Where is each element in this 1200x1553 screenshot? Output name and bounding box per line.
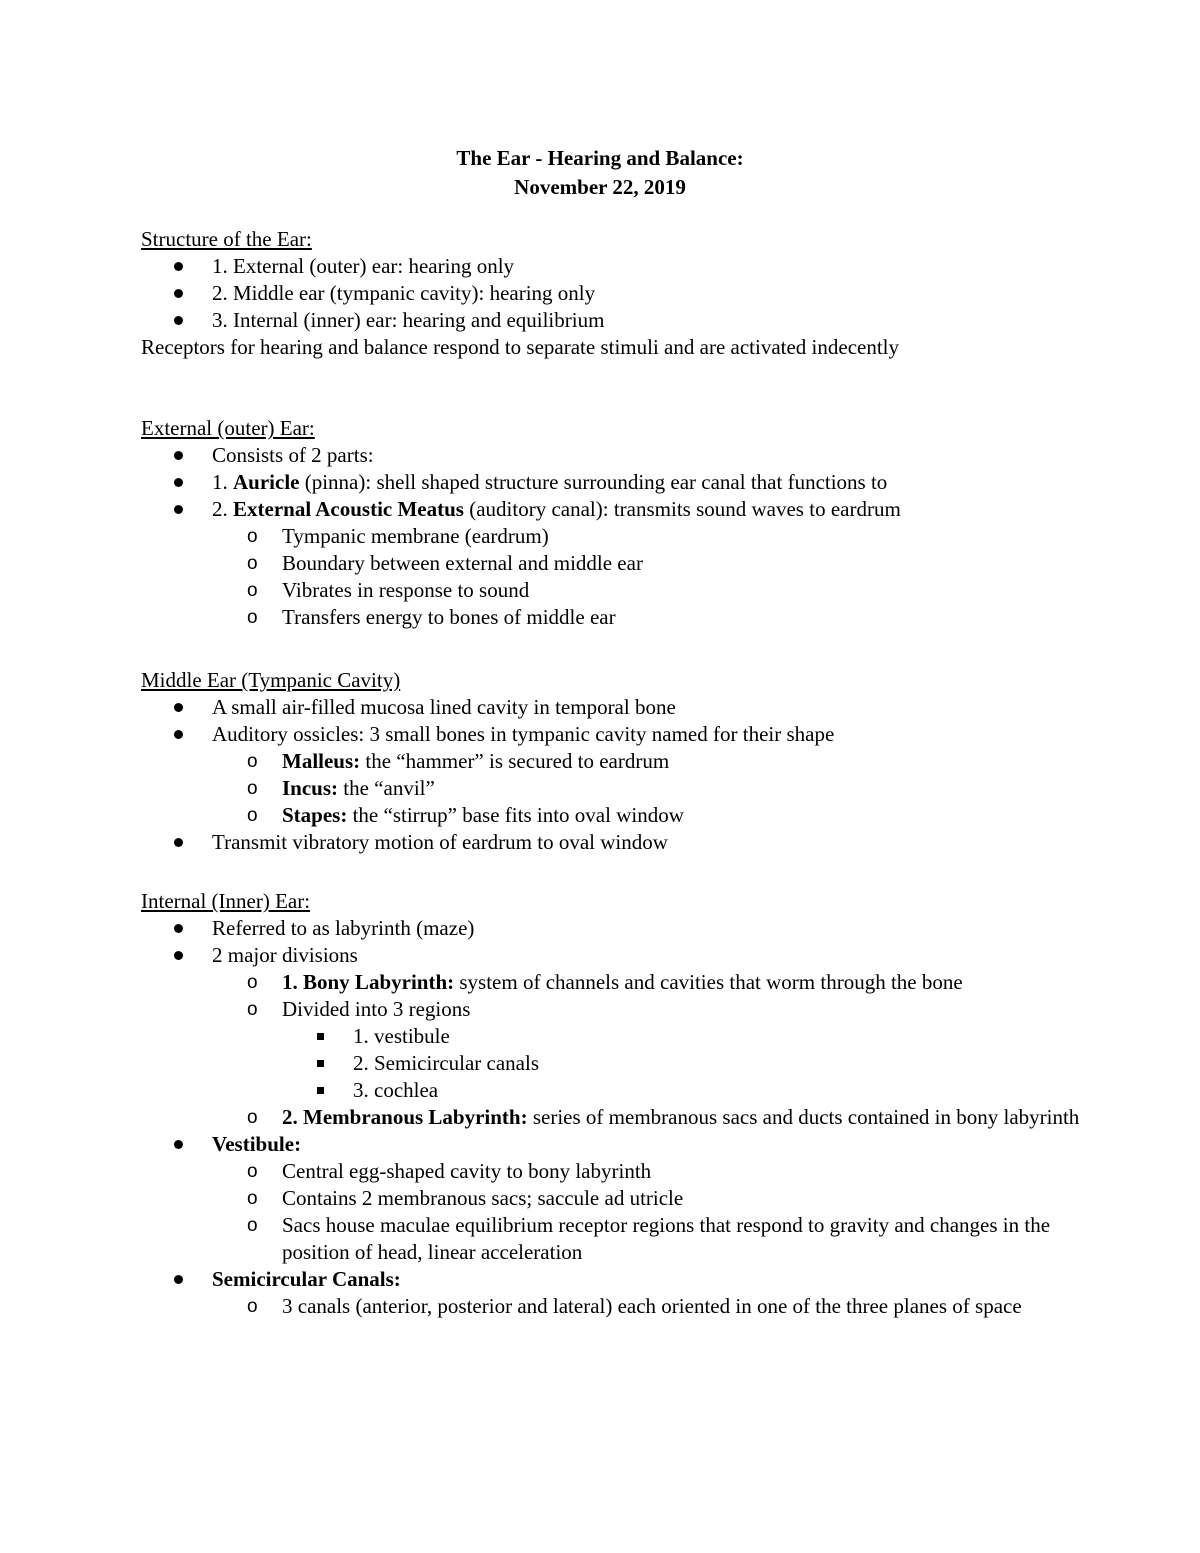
document-date: November 22, 2019 (514, 175, 686, 199)
list-item: o Transfers energy to bones of middle ear (247, 605, 616, 629)
list-item: o 3 canals (anterior, posterior and lateral) each oriented in one of the three planes of space (247, 1294, 1022, 1318)
circle-bullet-icon: o (247, 1215, 258, 1236)
bullet-icon (174, 253, 183, 280)
list-item: o Boundary between external and middle ear (247, 551, 643, 575)
section-external-ear (141, 415, 1081, 631)
bullet-icon (174, 1131, 183, 1158)
square-bullet-icon (317, 1023, 324, 1050)
list-item: o 1. Bony Labyrinth: system of channels and cavities that worm through the bone (247, 970, 963, 994)
section-internal-ear (141, 888, 1081, 1320)
list-item: Referred to as labyrinth (maze) (141, 915, 1081, 942)
title-block (0, 144, 1200, 202)
list-item: 2. Middle ear (tympanic cavity): hearing only (141, 280, 1081, 307)
circle-bullet-icon: o (247, 1107, 258, 1128)
section-heading: Middle Ear (Tympanic Cavity) (141, 668, 401, 692)
paragraph: Receptors for hearing and balance respond to separate stimuli and are activated indecently (141, 335, 900, 359)
circle-bullet-icon: o (247, 1188, 258, 1209)
circle-bullet-icon: o (247, 1296, 258, 1317)
list-item: 3. Internal (inner) ear: hearing and equilibrium (141, 307, 1081, 334)
list-item: o Central egg-shaped cavity to bony labyrinth (247, 1159, 652, 1183)
bullet-icon (174, 307, 183, 334)
list-item: o Contains 2 membranous sacs; saccule ad utricle (247, 1186, 684, 1210)
circle-bullet-icon: o (247, 805, 258, 826)
square-bullet-icon (317, 1050, 324, 1077)
section-middle-ear (141, 667, 1081, 856)
bullet-icon (174, 915, 183, 942)
list-item: Semicircular Canals: (141, 1266, 1081, 1293)
bullet-icon (174, 496, 183, 523)
bullet-icon (174, 469, 183, 496)
circle-bullet-icon: o (247, 607, 258, 628)
square-bullet-icon (317, 1077, 324, 1104)
list-item: A small air-filled mucosa lined cavity in temporal bone (141, 694, 1081, 721)
circle-bullet-icon: o (247, 751, 258, 772)
bullet-icon (174, 442, 183, 469)
list-item: o 2. Membranous Labyrinth: series of membranous sacs and ducts contained in bony labyrinth (247, 1105, 1080, 1129)
section-structure (141, 226, 1081, 361)
section-heading: Structure of the Ear: (141, 227, 312, 251)
list-item: 2. External Acoustic Meatus (auditory canal): transmits sound waves to eardrum (141, 496, 1081, 523)
section-heading: Internal (Inner) Ear: (141, 889, 311, 913)
list-item: Auditory ossicles: 3 small bones in tympanic cavity named for their shape (141, 721, 1081, 748)
circle-bullet-icon: o (247, 553, 258, 574)
list-item: 2 major divisions (141, 942, 1081, 969)
bullet-icon (174, 280, 183, 307)
list-item: Transmit vibratory motion of eardrum to oval window (141, 829, 1081, 856)
circle-bullet-icon: o (247, 999, 258, 1020)
circle-bullet-icon: o (247, 972, 258, 993)
list-item: o Sacs house maculae equilibrium receptor regions that respond to gravity and changes in the position of head, linear acceleration (247, 1213, 1051, 1264)
bullet-icon (174, 829, 183, 856)
list-item: 3. cochlea (141, 1077, 1081, 1104)
list-item: o Divided into 3 regions (247, 997, 471, 1021)
circle-bullet-icon: o (247, 526, 258, 547)
list-item: 1. vestibule (141, 1023, 1081, 1050)
list-item: Vestibule: (141, 1131, 1081, 1158)
list-item: o Tympanic membrane (eardrum) (247, 524, 549, 548)
bullet-icon (174, 721, 183, 748)
list-item: 2. Semicircular canals (141, 1050, 1081, 1077)
list-item: o Stapes: the “stirrup” base fits into oval window (247, 803, 684, 827)
list-item: o Malleus: the “hammer” is secured to eardrum (247, 749, 670, 773)
list-item: o Vibrates in response to sound (247, 578, 530, 602)
list-item: o Incus: the “anvil” (247, 776, 435, 800)
bullet-icon (174, 942, 183, 969)
document-title: The Ear - Hearing and Balance: (456, 146, 744, 170)
list-item: 1. External (outer) ear: hearing only (141, 253, 1081, 280)
circle-bullet-icon: o (247, 778, 258, 799)
list-item: Consists of 2 parts: (141, 442, 1081, 469)
bullet-icon (174, 694, 183, 721)
section-heading: External (outer) Ear: (141, 416, 315, 440)
list-item: 1. Auricle (pinna): shell shaped structure surrounding ear canal that functions to (141, 469, 1081, 496)
circle-bullet-icon: o (247, 1161, 258, 1182)
circle-bullet-icon: o (247, 580, 258, 601)
bullet-icon (174, 1266, 183, 1293)
